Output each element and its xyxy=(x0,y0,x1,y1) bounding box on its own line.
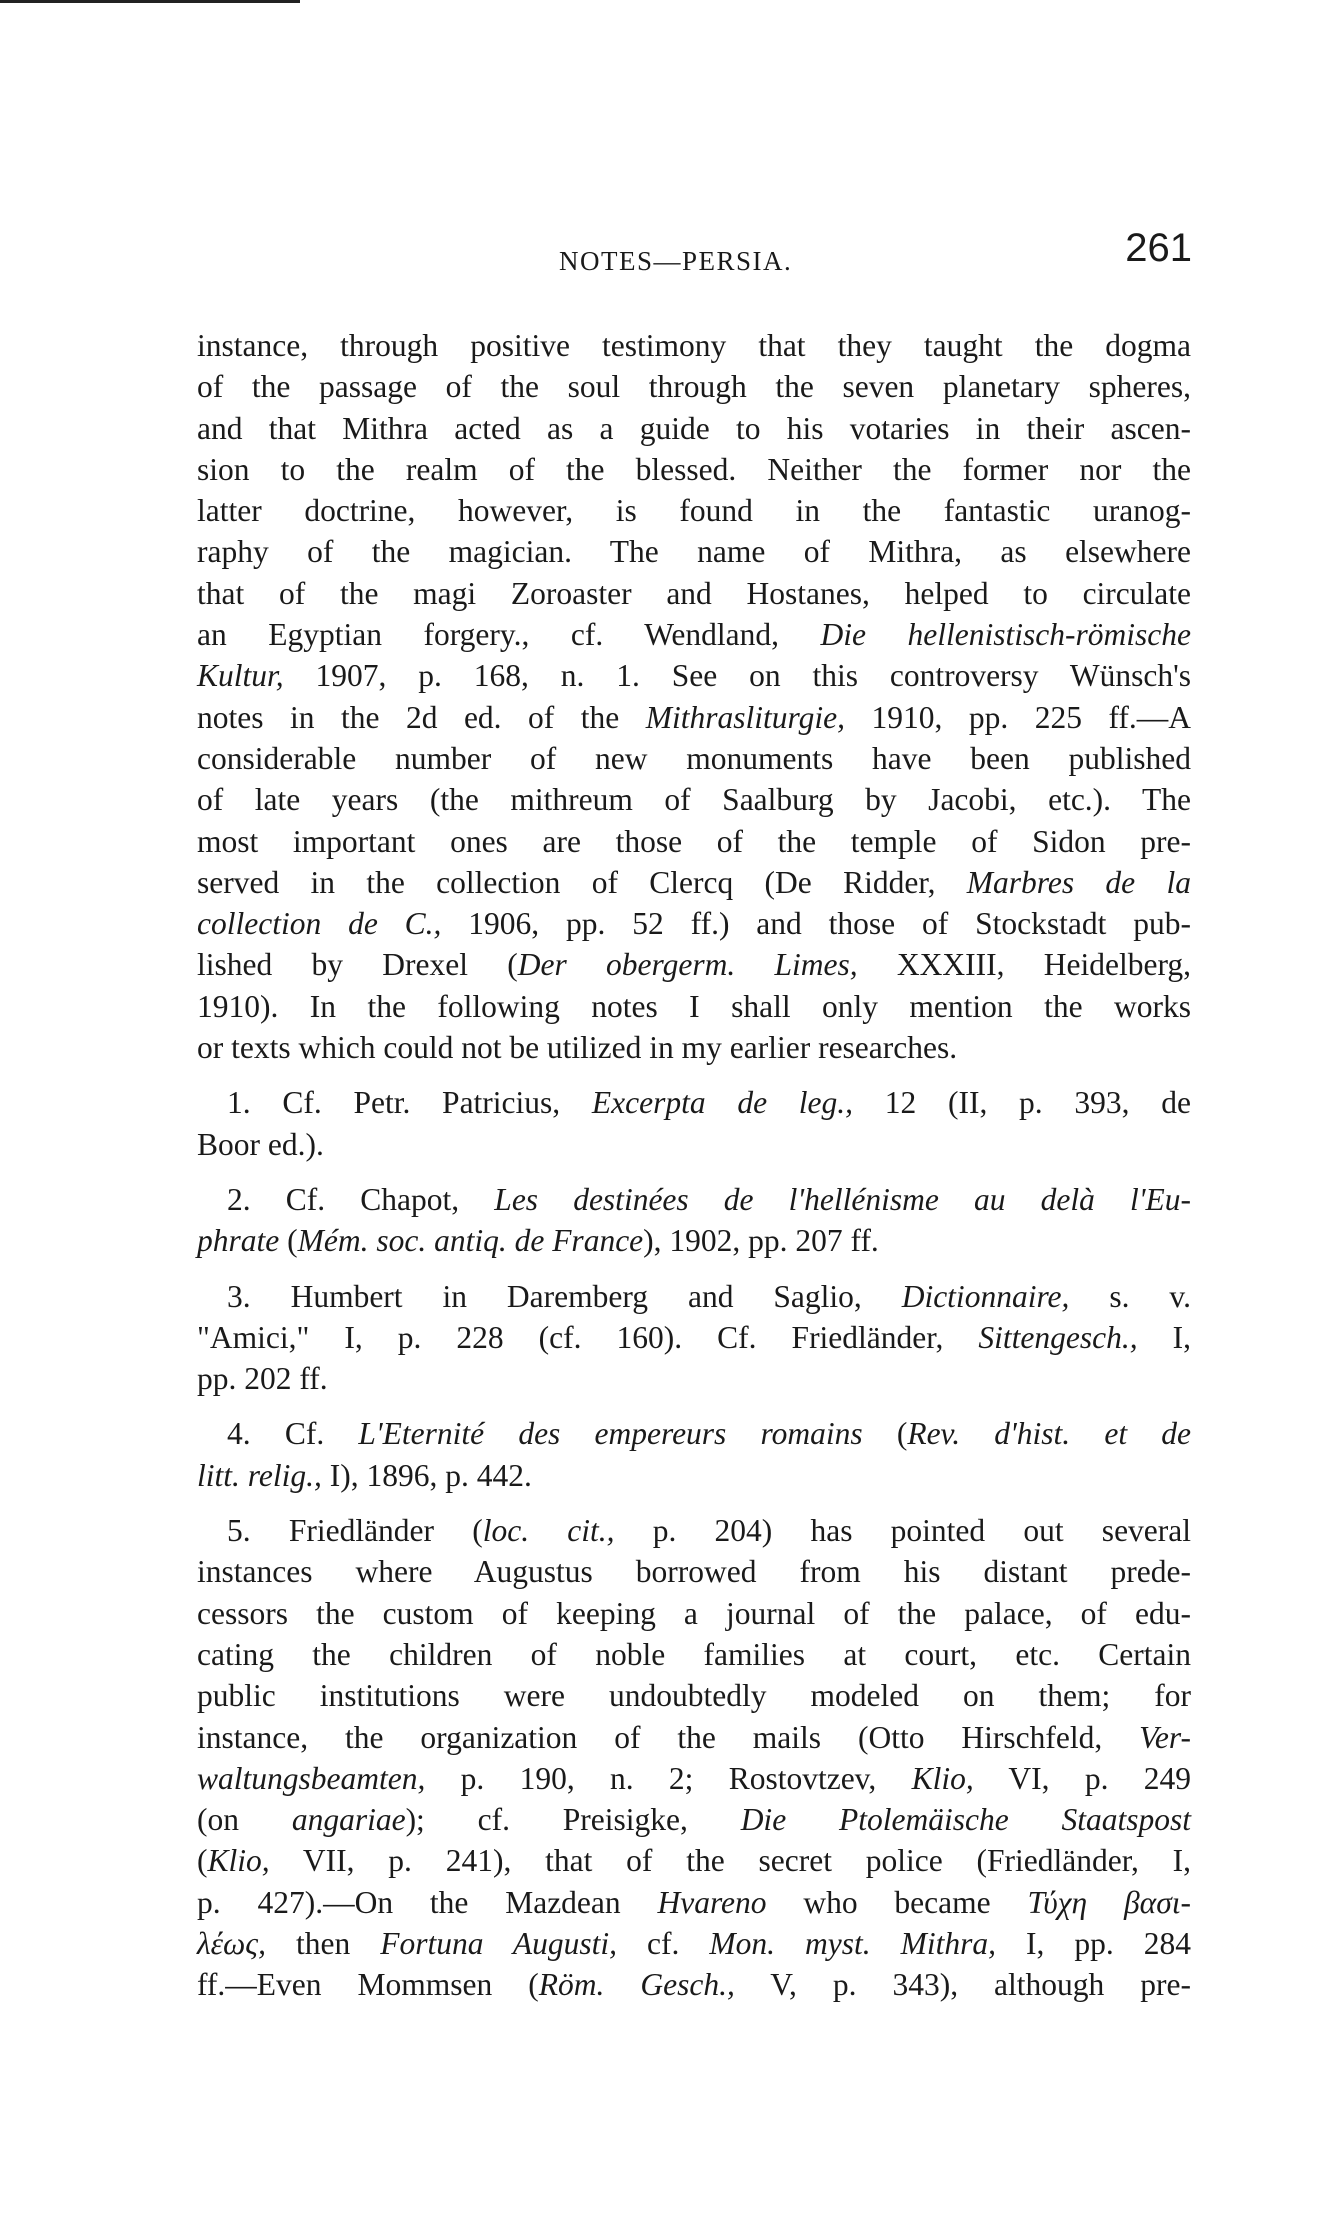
italic-title: L'Eternité des empereurs romains xyxy=(358,1416,863,1452)
text-run: p. 204) has pointed out several xyxy=(614,1513,1191,1549)
text-run: I, pp. 284 xyxy=(996,1925,1192,1961)
note-2 xyxy=(197,1179,1191,1262)
note-4 xyxy=(197,1413,1191,1496)
text-run: 1. Cf. Petr. Patricius, xyxy=(227,1085,592,1121)
italic-title: Die Ptolemäische Staatspost xyxy=(740,1802,1192,1838)
text-run: (on xyxy=(197,1802,292,1838)
text-line: that of the magi Zoroaster and Hostanes, helped to circulate xyxy=(197,575,1191,611)
text-line xyxy=(197,1276,1191,1317)
text-line: and that Mithra acted as a guide to his votaries in their ascen- xyxy=(197,410,1191,446)
text-run: ); cf. Preisigke, xyxy=(405,1802,741,1838)
text-run: XXXIII, Heidelberg, xyxy=(857,947,1191,983)
text-line xyxy=(197,1317,1191,1358)
text-line: of the passage of the soul through the seven planetary spheres, xyxy=(197,369,1191,405)
text-run: 1906, pp. 52 ff.) and those of Stockstadt pub- xyxy=(441,906,1191,942)
text-line: of late years (the mithreum of Saalburg by Jacobi, etc.). The xyxy=(197,782,1191,818)
text-line xyxy=(197,1758,1191,1799)
text-line xyxy=(197,903,1191,944)
text-run: lished by Drexel ( xyxy=(197,947,518,983)
greek-text: λέως, xyxy=(197,1925,266,1961)
text-line xyxy=(197,1179,1191,1220)
italic-title: Rev. d'hist. et de xyxy=(907,1416,1192,1452)
italic-title: Fortuna Augusti, xyxy=(380,1925,618,1961)
text-run: served in the collection of Clercq (De Ridder, xyxy=(197,864,967,900)
text-line: most important ones are those of the temple of Sidon pre- xyxy=(197,823,1191,859)
text-line xyxy=(197,1840,1191,1881)
text-run: notes in the 2d ed. of the xyxy=(197,699,646,735)
italic-title: Klio, xyxy=(911,1760,974,1796)
italic-title: Die hellenistisch-römische xyxy=(820,617,1192,653)
italic-title: Klio, xyxy=(207,1843,270,1879)
text-run: ff.—Even Mommsen ( xyxy=(197,1967,539,2003)
text-run: 5. Friedländer ( xyxy=(227,1513,483,1549)
italic-title: Der obergerm. Limes, xyxy=(517,947,858,983)
text-line xyxy=(197,1964,1191,2005)
text-run: 3. Humbert in Daremberg and Saglio, xyxy=(227,1278,902,1314)
text-line xyxy=(197,614,1191,655)
text-run: s. v. xyxy=(1069,1278,1191,1314)
scan-edge-mark xyxy=(0,0,300,3)
text-run: 12 (II, p. 393, de xyxy=(853,1085,1191,1121)
note-3 xyxy=(197,1276,1191,1400)
italic-title: Sittengesch., xyxy=(978,1319,1138,1355)
italic-title: Kultur, xyxy=(197,658,284,694)
italic-title: angariae xyxy=(291,1802,406,1838)
text-run: 4. Cf. xyxy=(227,1416,359,1452)
text-run: 2. Cf. Chapot, xyxy=(227,1181,495,1217)
italic-title: collection de C., xyxy=(197,906,442,942)
text-line xyxy=(197,1799,1191,1840)
text-run: V, p. 343), although pre- xyxy=(734,1967,1192,2003)
text-line: public institutions were undoubtedly modeled on them; for xyxy=(197,1678,1191,1714)
text-run: cf. xyxy=(617,1925,710,1961)
italic-title: Ver- xyxy=(1139,1719,1191,1755)
text-line xyxy=(197,1082,1191,1123)
italic-title: Mon. myst. Mithra, xyxy=(709,1925,997,1961)
text-run: VII, p. 241), that of the secret police (Friedländer, I, xyxy=(269,1843,1191,1879)
text-line: cessors the custom of keeping a journal of the palace, of edu- xyxy=(197,1595,1191,1631)
text-line xyxy=(197,1882,1191,1923)
running-head: NOTES—PERSIA. xyxy=(559,246,793,276)
text-line: Boor ed.). xyxy=(197,1126,324,1162)
text-line: cating the children of noble families at court, etc. Certain xyxy=(197,1636,1191,1672)
text-line xyxy=(197,1717,1191,1758)
text-run: an Egyptian forgery., cf. Wendland, xyxy=(197,617,821,653)
text-line xyxy=(197,862,1191,903)
text-line xyxy=(197,1220,1191,1261)
text-line xyxy=(197,944,1191,985)
text-line: instance, through positive testimony that they taught the dogma xyxy=(197,328,1191,363)
greek-text: Τύχη βασι- xyxy=(1027,1884,1191,1920)
text-run: "Amici," I, p. 228 (cf. 160). Cf. Friedländer, xyxy=(197,1319,979,1355)
text-line: latter doctrine, however, is found in the fantastic uranog- xyxy=(197,493,1191,529)
italic-title: Mém. soc. antiq. de France xyxy=(297,1223,644,1259)
text-run: 1910, pp. 225 ff.—A xyxy=(844,699,1191,735)
italic-title: Marbres de la xyxy=(966,864,1191,900)
text-run: 1907, p. 168, n. 1. See on this controversy Wünsch's xyxy=(283,658,1191,694)
text-run: I), 1896, p. 442. xyxy=(321,1457,532,1493)
text-run: p. 427).—On the Mazdean xyxy=(197,1884,658,1920)
italic-title: phrate xyxy=(197,1223,280,1259)
text-line: or texts which could not be utilized in my earlier researches. xyxy=(197,1030,958,1066)
italic-title: loc. cit., xyxy=(482,1513,615,1549)
text-line xyxy=(197,1413,1191,1454)
text-run: ( xyxy=(862,1416,908,1452)
italic-title: Dictionnaire, xyxy=(901,1278,1070,1314)
text-run: then xyxy=(265,1925,381,1961)
italic-title: waltungsbeamten, xyxy=(197,1760,426,1796)
note-1 xyxy=(197,1082,1191,1165)
text-line: raphy of the magician. The name of Mithra, as elsewhere xyxy=(197,534,1191,570)
text-run: p. 190, n. 2; Rostovtzev, xyxy=(425,1760,912,1796)
text-line xyxy=(197,1923,1191,1964)
body-text xyxy=(197,325,1191,2006)
text-run: I, xyxy=(1137,1319,1191,1355)
text-line: instances where Augustus borrowed from his distant prede- xyxy=(197,1554,1191,1590)
text-line xyxy=(197,697,1191,738)
italic-title: Hvareno xyxy=(657,1884,767,1920)
text-line: sion to the realm of the blessed. Neither the former nor the xyxy=(197,451,1191,487)
text-run: instance, the organization of the mails (Otto Hirschfeld, xyxy=(197,1719,1140,1755)
text-line xyxy=(197,655,1191,696)
italic-title: Les destinées de l'hellénisme au delà l'Eu- xyxy=(494,1181,1191,1217)
text-run: ( xyxy=(279,1223,298,1259)
italic-title: Excerpta de leg., xyxy=(591,1085,854,1121)
text-line: 1910). In the following notes I shall only mention the works xyxy=(197,988,1191,1024)
text-run: ), 1902, pp. 207 ff. xyxy=(643,1223,879,1259)
text-line: pp. 202 ff. xyxy=(197,1361,328,1397)
text-run: ( xyxy=(197,1843,208,1879)
paragraph-continuation xyxy=(197,325,1191,1068)
page-header xyxy=(197,220,1197,280)
text-run: who became xyxy=(766,1884,1028,1920)
page-number: 261 xyxy=(1125,226,1192,270)
italic-title: Röm. Gesch., xyxy=(538,1967,735,2003)
text-line xyxy=(197,1455,1191,1496)
note-5 xyxy=(197,1510,1191,2006)
text-line xyxy=(197,1510,1191,1551)
text-run: VI, p. 249 xyxy=(973,1760,1191,1796)
italic-title: litt. relig., xyxy=(197,1457,322,1493)
text-line: considerable number of new monuments have been published xyxy=(197,740,1191,776)
italic-title: Mithrasliturgie, xyxy=(645,699,845,735)
